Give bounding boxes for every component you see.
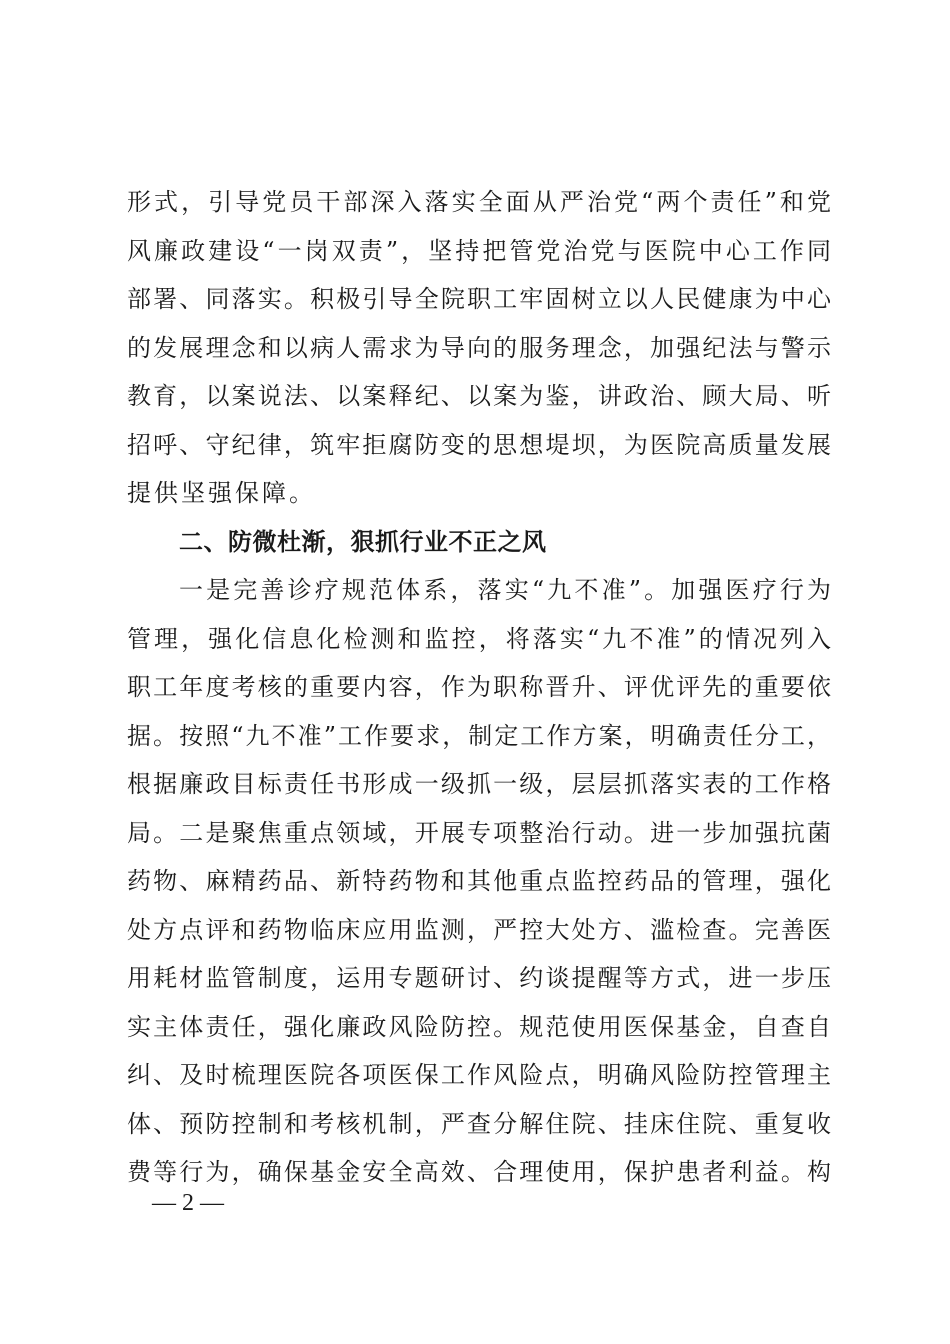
paragraph-line: 招呼、守纪律，筑牢拒腐防变的思想堤坝，为医院高质量发展 [127,430,831,459]
paragraph-line: 提供坚强保障。 [127,479,316,507]
paragraph-line: 体、预防控制和考核机制，严查分解住院、挂床住院、重复收 [127,1109,831,1138]
paragraph-line: 局。二是聚焦重点领域，开展专项整治行动。进一步加强抗菌 [127,818,831,847]
section-heading: 二、防微杜渐，狠抓行业不正之风 [179,527,547,556]
paragraph-line: 用耗材监管制度，运用专题研讨、约谈提醒等方式，进一步压 [127,964,831,992]
paragraph-line: 纠、及时梳理医院各项医保工作风险点，明确风险防控管理主 [127,1061,831,1089]
paragraph-line: 费等行为，确保基金安全高效、合理使用，保护患者利益。构 [127,1158,831,1186]
paragraph-line: 实主体责任，强化廉政风险防控。规范使用医保基金，自查自 [127,1012,831,1041]
paragraph-line: 教育，以案说法、以案释纪、以案为鉴，讲政治、顾大局、听 [127,382,831,410]
paragraph-line: 药物、麻精药品、新特药物和其他重点监控药品的管理，强化 [127,867,831,895]
document-body [127,178,831,1197]
page-number: — 2 — [152,1190,224,1216]
paragraph-line: 管理，强化信息化检测和监控，将落实“九不准”的情况列入 [127,624,831,653]
paragraph-line: 处方点评和药物临床应用监测，严控大处方、滥检查。完善医 [127,915,831,944]
paragraph-line: 形式，引导党员干部深入落实全面从严治党“两个责任”和党 [127,188,831,216]
paragraph-line: 的发展理念和以病人需求为导向的服务理念，加强纪法与警示 [127,333,831,362]
paragraph-line: 风廉政建设“一岗双责”，坚持把管党治党与医院中心工作同 [127,236,831,265]
paragraph-line: 根据廉政目标责任书形成一级抓一级，层层抓落实表的工作格 [127,770,831,798]
paragraph-line: 部署、同落实。积极引导全院职工牢固树立以人民健康为中心 [127,285,831,313]
paragraph-line: 据。按照“九不准”工作要求，制定工作方案，明确责任分工， [127,721,831,750]
paragraph-line: 一是完善诊疗规范体系，落实“九不准”。加强医疗行为 [179,576,831,604]
paragraph-line: 职工年度考核的重要内容，作为职称晋升、评优评先的重要依 [127,673,831,701]
